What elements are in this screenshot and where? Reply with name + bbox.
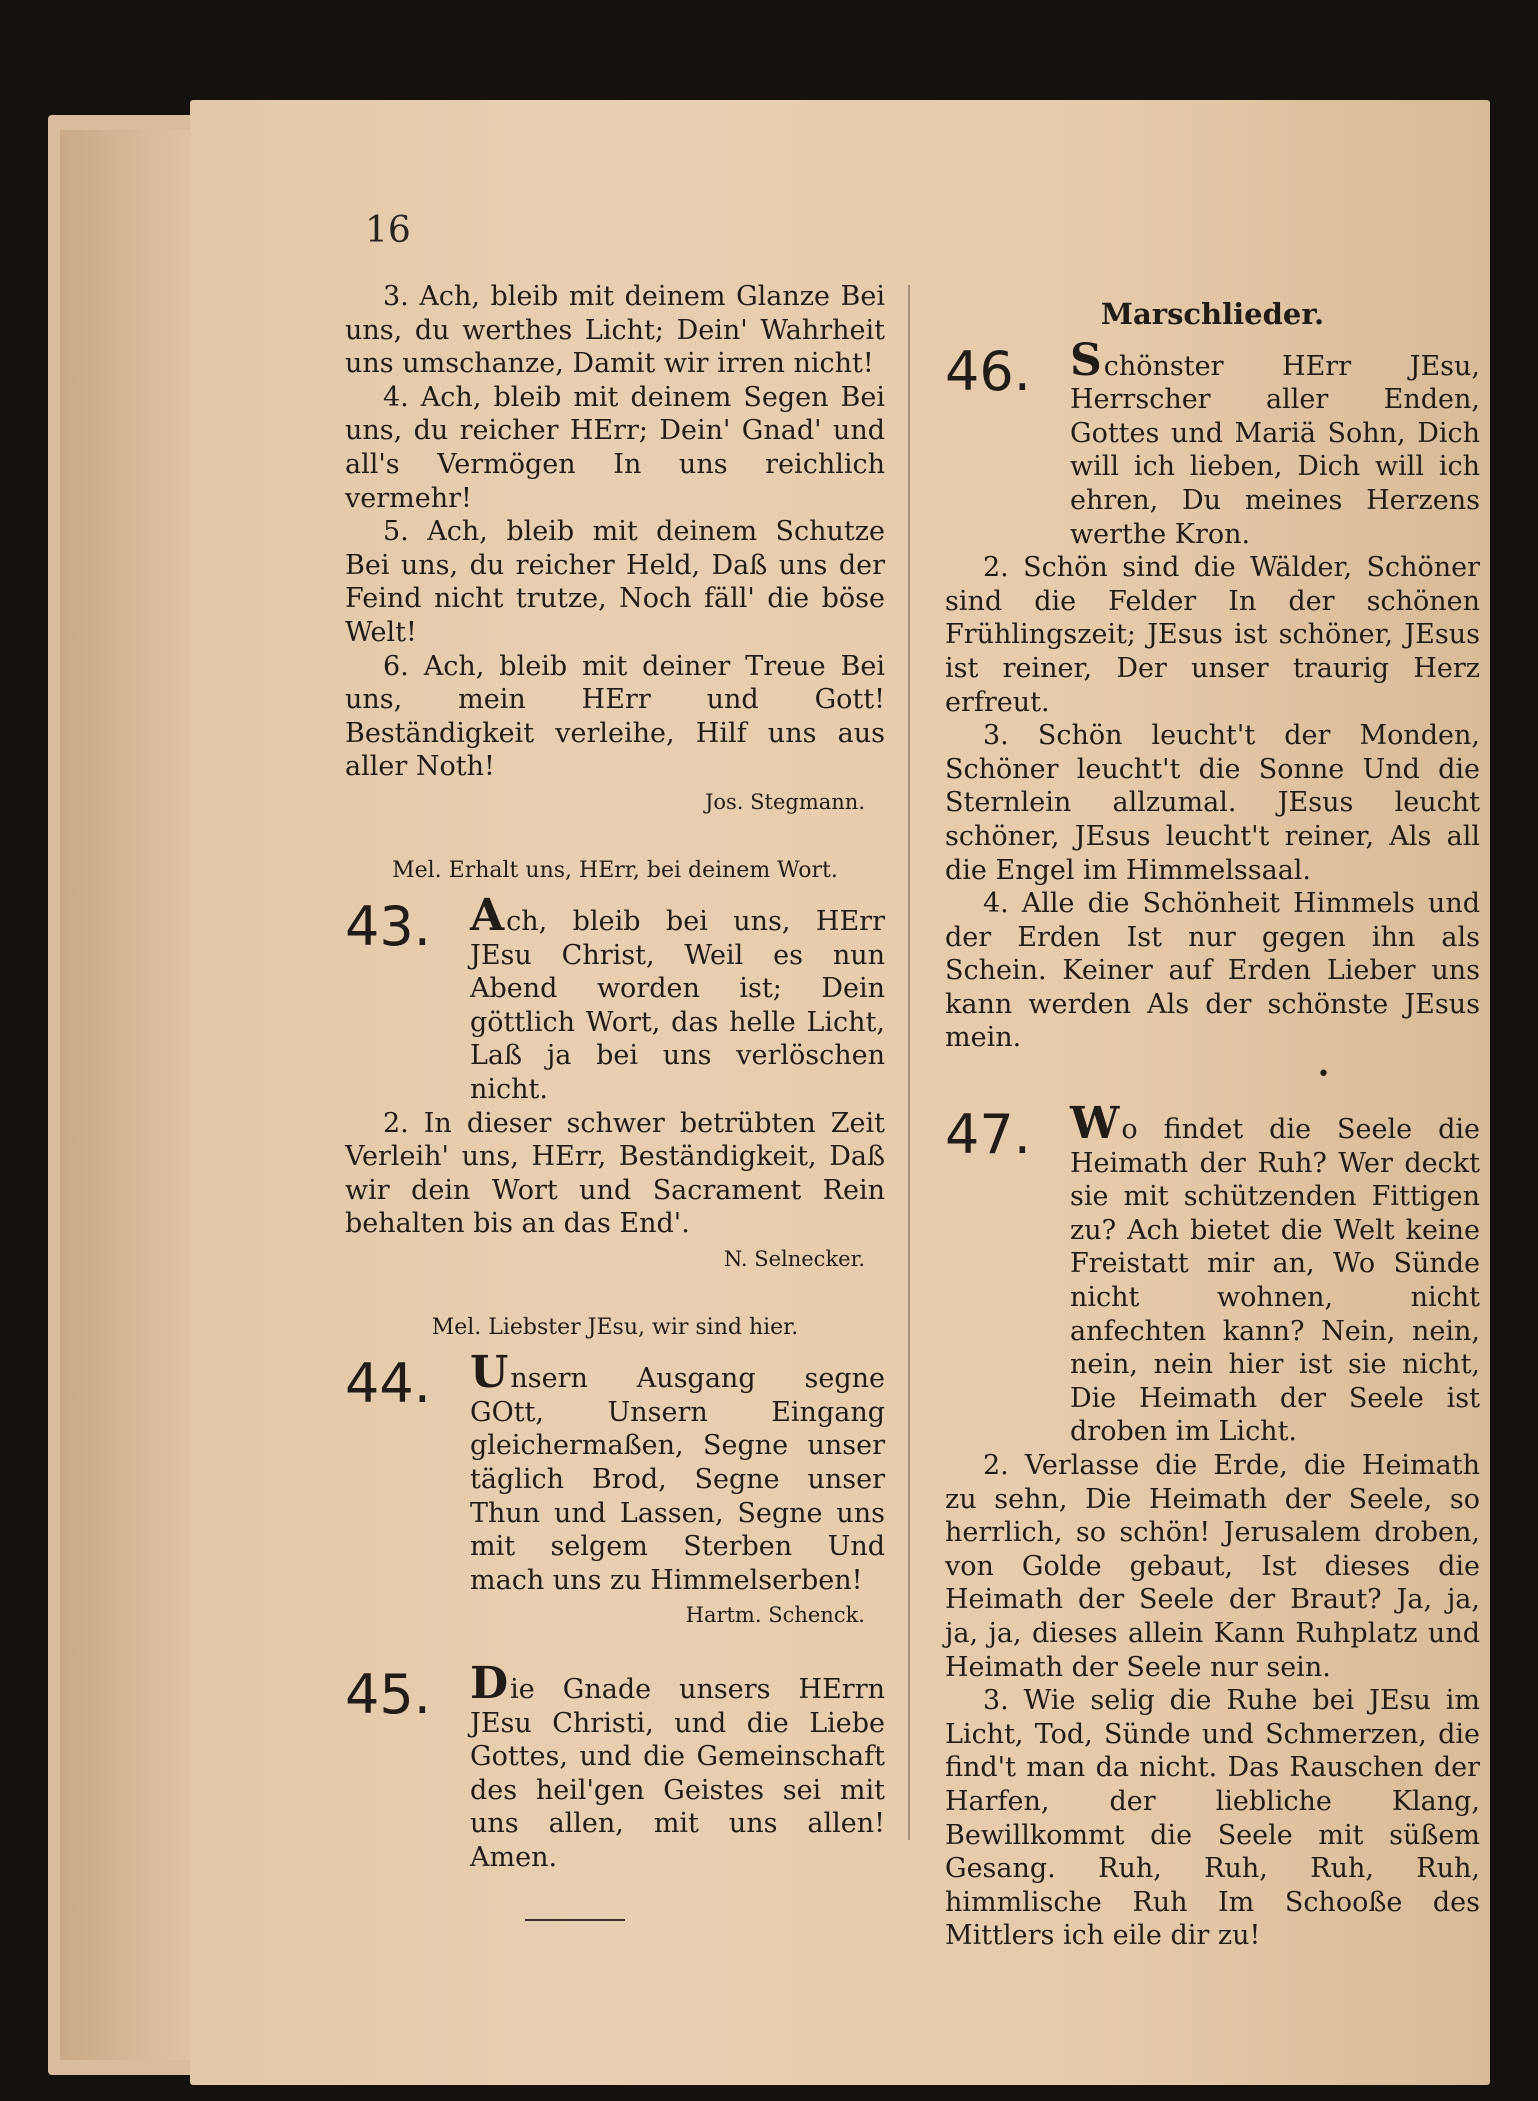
melody-line: Mel. Erhalt uns, HErr, bei deinem Wort.: [392, 857, 838, 883]
hymn-44: [345, 1347, 885, 1633]
section-title: Marschlieder.: [1100, 297, 1325, 331]
hymn-number: 47.: [945, 1103, 1031, 1167]
stanza: 3. Ach, bleib mit deinem Glanze Bei uns, du werthes Licht; Dein' Wahrheit uns umschanze, Damit wir irren nicht!: [345, 281, 885, 380]
drop-initial: U: [470, 1347, 509, 1399]
end-rule: [525, 1919, 625, 1921]
ornament-dot: •: [1317, 1062, 1330, 1088]
hymn-text: o findet die Seele die Heimath der Ruh? Wer deckt sie mit schützenden Fittigen zu? Ach bietet die Welt keine Freistatt mir an, Wo Sünde nicht wohnen, nicht anfechten kann? Nein, nein, nein, nein hier ist sie nicht, Die Heimath der Seele ist droben im Licht.: [1070, 1114, 1480, 1448]
drop-initial: A: [470, 890, 505, 942]
hymn-text: chönster HErr JEsu, Herrscher aller Enden, Gottes und Mariä Sohn, Dich will ich lieben, Dich will ich ehren, Du meines Herzens werthe Kron.: [1070, 350, 1480, 550]
hymn-text: ie Gnade unsers HErrn JEsu Christi, und die Liebe Gottes, und die Gemeinschaft des heil'gen Geistes sei mit uns allen, mit uns allen! Amen.: [470, 1673, 885, 1873]
hymn-text: ch, bleib bei uns, HErr JEsu Christ, Weil es nun Abend worden ist; Dein göttlich Wort, das helle Licht, Laß ja bei uns verlöschen nicht.: [470, 906, 885, 1106]
hymn-number: 46.: [945, 339, 1031, 403]
hymn-first-stanza: [345, 1347, 885, 1597]
hymn-author: Jos. Stegmann.: [704, 789, 865, 814]
hymn-author: Hartm. Schenck.: [685, 1603, 865, 1628]
stanza: 4. Ach, bleib mit deinem Segen Bei uns, du reicher HErr; Dein' Gnad' und all's Vermögen In uns reichlich vermehr!: [345, 381, 885, 514]
hymn-first-stanza: [345, 1657, 885, 1875]
stanza: 3. Schön leucht't der Monden, Schöner leucht't die Sonne Und die Sternlein allzumal. JEsus leucht schöner, JEsus leucht't reiner, Als all die Engel im Himmelssaal.: [945, 720, 1480, 886]
hymn-43: [345, 890, 885, 1277]
stanza: 5. Ach, bleib mit deinem Schutze Bei uns, du reicher Held, Daß uns der Feind nicht trutze, Noch fäll' die böse Welt!: [345, 516, 885, 648]
hymn-first-stanza: [945, 334, 1480, 552]
right-column: [945, 298, 1480, 1953]
drop-initial: W: [1070, 1098, 1120, 1150]
stanza: 2. Schön sind die Wälder, Schöner sind die Felder In der schönen Frühlingszeit; JEsus ist schöner, JEsus ist reiner, Der unser traurig Herz erfreut.: [945, 552, 1480, 718]
hymn-45: [345, 1657, 885, 1875]
stanza: 3. Wie selig die Ruhe bei JEsu im Licht, Tod, Sünde und Schmerzen, die find't man da nicht. Das Rauschen der Harfen, der liebliche Klang, Bewillkommt die Seele mit süßem Gesang. Ruh, Ruh, Ruh, Ruh, himmlische Ruh Im Schooße des Mittlers ich eile dir zu!: [945, 1685, 1480, 1952]
column-divider: [908, 285, 910, 1840]
drop-initial: S: [1070, 334, 1102, 386]
hymn-number: 45.: [345, 1662, 431, 1726]
hymn-first-stanza: [945, 1098, 1480, 1449]
stanza: 4. Alle die Schönheit Himmels und der Erden Ist nur gegen ihn als Schein. Keiner auf Erden Lieber uns kann werden Als der schönste JEsus mein.: [945, 888, 1480, 1054]
hymn-author: N. Selnecker.: [723, 1247, 865, 1272]
hymn-47: [945, 1098, 1480, 1953]
left-column: [345, 280, 885, 1921]
stanza: 2. In dieser schwer betrübten Zeit Verleih' uns, HErr, Beständigkeit, Daß wir dein Wort und Sacrament Rein behalten bis an das End'.: [345, 1107, 885, 1240]
page-number: 16: [365, 210, 411, 251]
melody-line: Mel. Liebster JEsu, wir sind hier.: [431, 1314, 799, 1340]
page-edge: [60, 130, 200, 2060]
hymn-first-stanza: [345, 890, 885, 1107]
hymn-text: nsern Ausgang segne GOtt, Unsern Eingang gleichermaßen, Segne unser täglich Brod, Segne unser Thun und Lassen, Segne uns mit selgem Sterben Und mach uns zu Himmelserben!: [470, 1363, 885, 1596]
hymn-number: 43.: [345, 895, 431, 959]
stanza: 2. Verlasse die Erde, die Heimath zu sehn, Die Heimath der Seele, so herrlich, so schön! Jerusalem droben, von Golde gebaut, Ist dieses die Heimath der Seele der Braut? Ja, ja, ja, ja, dieses allein Kann Ruhplatz und Heimath der Seele nur sein.: [945, 1450, 1480, 1683]
stanza: 6. Ach, bleib mit deiner Treue Bei uns, mein HErr und Gott! Beständigkeit verleihe, Hilf uns aus aller Noth!: [345, 650, 885, 783]
hymn-46: [945, 334, 1480, 1055]
hymn-number: 44.: [345, 1352, 431, 1416]
drop-initial: D: [470, 1657, 509, 1709]
